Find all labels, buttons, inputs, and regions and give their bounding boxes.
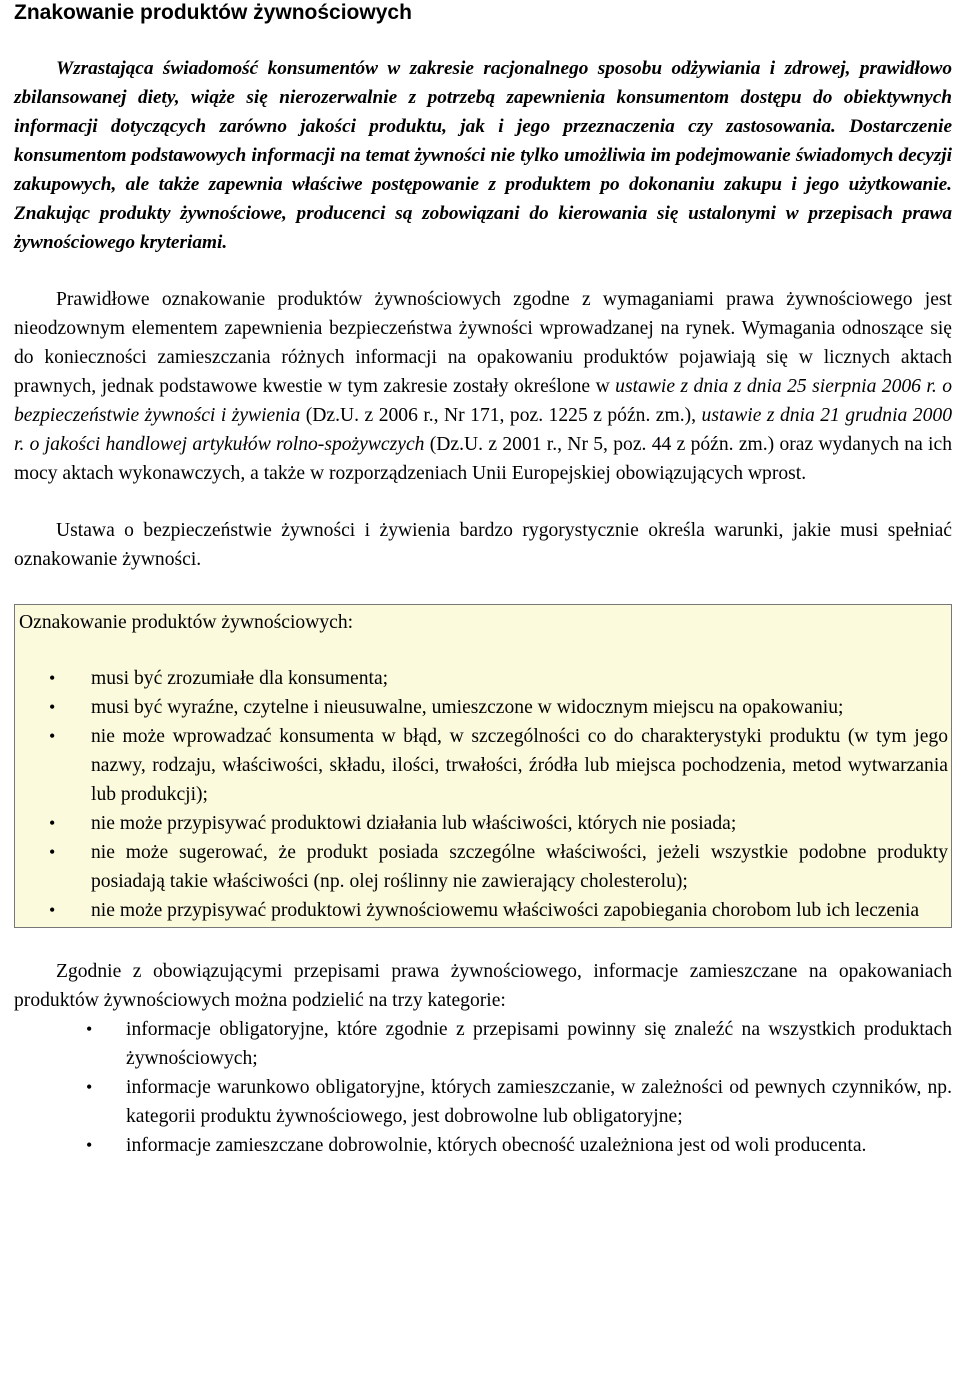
list-item xyxy=(19,664,948,693)
list-item-text: nie może sugerować, że produkt posiada szczególne właściwości, jeżeli wszystkie podobne produkty posiadają takie właściwości (np. olej roślinny nie zawierający cholesterolu); xyxy=(91,842,948,892)
document-page xyxy=(14,0,952,1160)
list-item xyxy=(19,809,948,838)
paragraph-act-requirements: Ustawa o bezpieczeństwie żywności i żywienia bardzo rygorystycznie określa warunki, jakie musi spełniać oznakowanie żywności. xyxy=(14,520,952,570)
list-item-text: informacje warunkowo obligatoryjne, których zamieszczanie, w zależności od pewnych czynników, np. kategorii produktu żywnościowego, jest dobrowolne lub obligatoryjne; xyxy=(126,1077,952,1127)
list-item xyxy=(14,1131,952,1160)
paragraph-text: Prawidłowe oznakowanie produktów żywnościowych zgodne z wymaganiami prawa żywnościowego jest nieodzownym elementem zapewnienia bezpieczeństwa żywności wprowadzanej na rynek. Wymagania odnoszące się do konieczności zamieszczania różnych informacji na opakowaniu produktów pojawiają się w licznych aktach prawnych, jednak podstawowe kwestie w tym zakresie zostały określone w xyxy=(14,289,952,397)
list-item-text: informacje zamieszczane dobrowolnie, których obecność uzależniona jest od woli producenta. xyxy=(126,1135,867,1156)
paragraph-categories-intro: Zgodnie z obowiązującymi przepisami prawa żywnościowego, informacje zamieszczane na opakowaniach produktów żywnościowych można podzielić na trzy kategorie: xyxy=(14,961,952,1011)
labeling-requirements-box xyxy=(14,604,952,928)
list-item xyxy=(14,1073,952,1131)
requirements-list xyxy=(19,664,948,925)
list-item xyxy=(19,693,948,722)
list-item xyxy=(19,722,948,809)
bullet-icon: • xyxy=(86,1135,93,1155)
document-title: Znakowanie produktów żywnościowych xyxy=(14,1,412,24)
paragraph-text: (Dz.U. z 2006 r., Nr 171, poz. 1225 z późn. zm.), xyxy=(300,405,702,426)
box-title: Oznakowanie produktów żywnościowych: xyxy=(19,612,354,633)
list-item-text: nie może przypisywać produktowi działania lub właściwości, których nie posiada; xyxy=(91,813,737,834)
categories-list xyxy=(14,1015,952,1160)
list-item-text: musi być wyraźne, czytelne i nieusuwalne, umieszczone w widocznym miejscu na opakowaniu; xyxy=(91,697,844,718)
act-commercial-quality: ustawie z dnia 21 grudnia 2000 r. o jakości handlowej artykułów rolno-spożywczych xyxy=(14,405,952,455)
bullet-icon: • xyxy=(49,668,56,688)
intro-paragraph: Wzrastająca świadomość konsumentów w zakresie racjonalnego sposobu odżywiania i zdrowej, prawidłowo zbilansowanej diety, wiąże się nierozerwalnie z potrzebą zapewnienia konsumentom dostępu do obiektywnych informacji dotyczących zarówno jakości produktu, jak i jego przeznaczenia czy zastosowania. Dostarczenie konsumentom podstawowych informacji na temat żywności nie tylko umożliwia im podejmowanie świadomych decyzji zakupowych, ale także zapewnia właściwe postępowanie z produktem po dokonaniu zakupu i jego użytkowanie. Znakując produkty żywnościowe, producenci są zobowiązani do kierowania się ustalonymi w przepisach prawa żywnościowego kryteriami. xyxy=(14,58,952,253)
paragraph-legal-basis xyxy=(14,285,952,488)
list-item xyxy=(19,838,948,896)
list-item-text: musi być zrozumiałe dla konsumenta; xyxy=(91,668,389,689)
list-item xyxy=(14,1015,952,1073)
list-item-text: nie może wprowadzać konsumenta w błąd, w szczególności co do charakterystyki produktu (w tym jego nazwy, rodzaju, właściwości, składu, ilości, trwałości, źródła lub miejsca pochodzenia, metod wytwarzania lub produkcji); xyxy=(91,726,948,805)
bullet-icon: • xyxy=(49,726,56,746)
bullet-icon: • xyxy=(49,900,56,920)
bullet-icon: • xyxy=(49,697,56,717)
paragraph-text: (Dz.U. z 2001 r., Nr 5, poz. 44 z późn. zm.) oraz wydanych na ich mocy aktach wykonawczych, a także w rozporządzeniach Unii Europejskiej obowiązujących wprost. xyxy=(14,434,952,484)
list-item-text: informacje obligatoryjne, które zgodnie z przepisami powinny się znaleźć na wszystkich produktach żywnościowych; xyxy=(126,1019,952,1069)
act-food-safety: ustawie z dnia z dnia 25 sierpnia 2006 r. o bezpieczeństwie żywności i żywienia xyxy=(14,376,952,426)
bullet-icon: • xyxy=(49,842,56,862)
list-item xyxy=(19,896,948,925)
bullet-icon: • xyxy=(86,1077,93,1097)
bullet-icon: • xyxy=(86,1019,93,1039)
list-item-text: nie może przypisywać produktowi żywnościowemu właściwości zapobiegania chorobom lub ich leczenia xyxy=(91,900,920,921)
bullet-icon: • xyxy=(49,813,56,833)
